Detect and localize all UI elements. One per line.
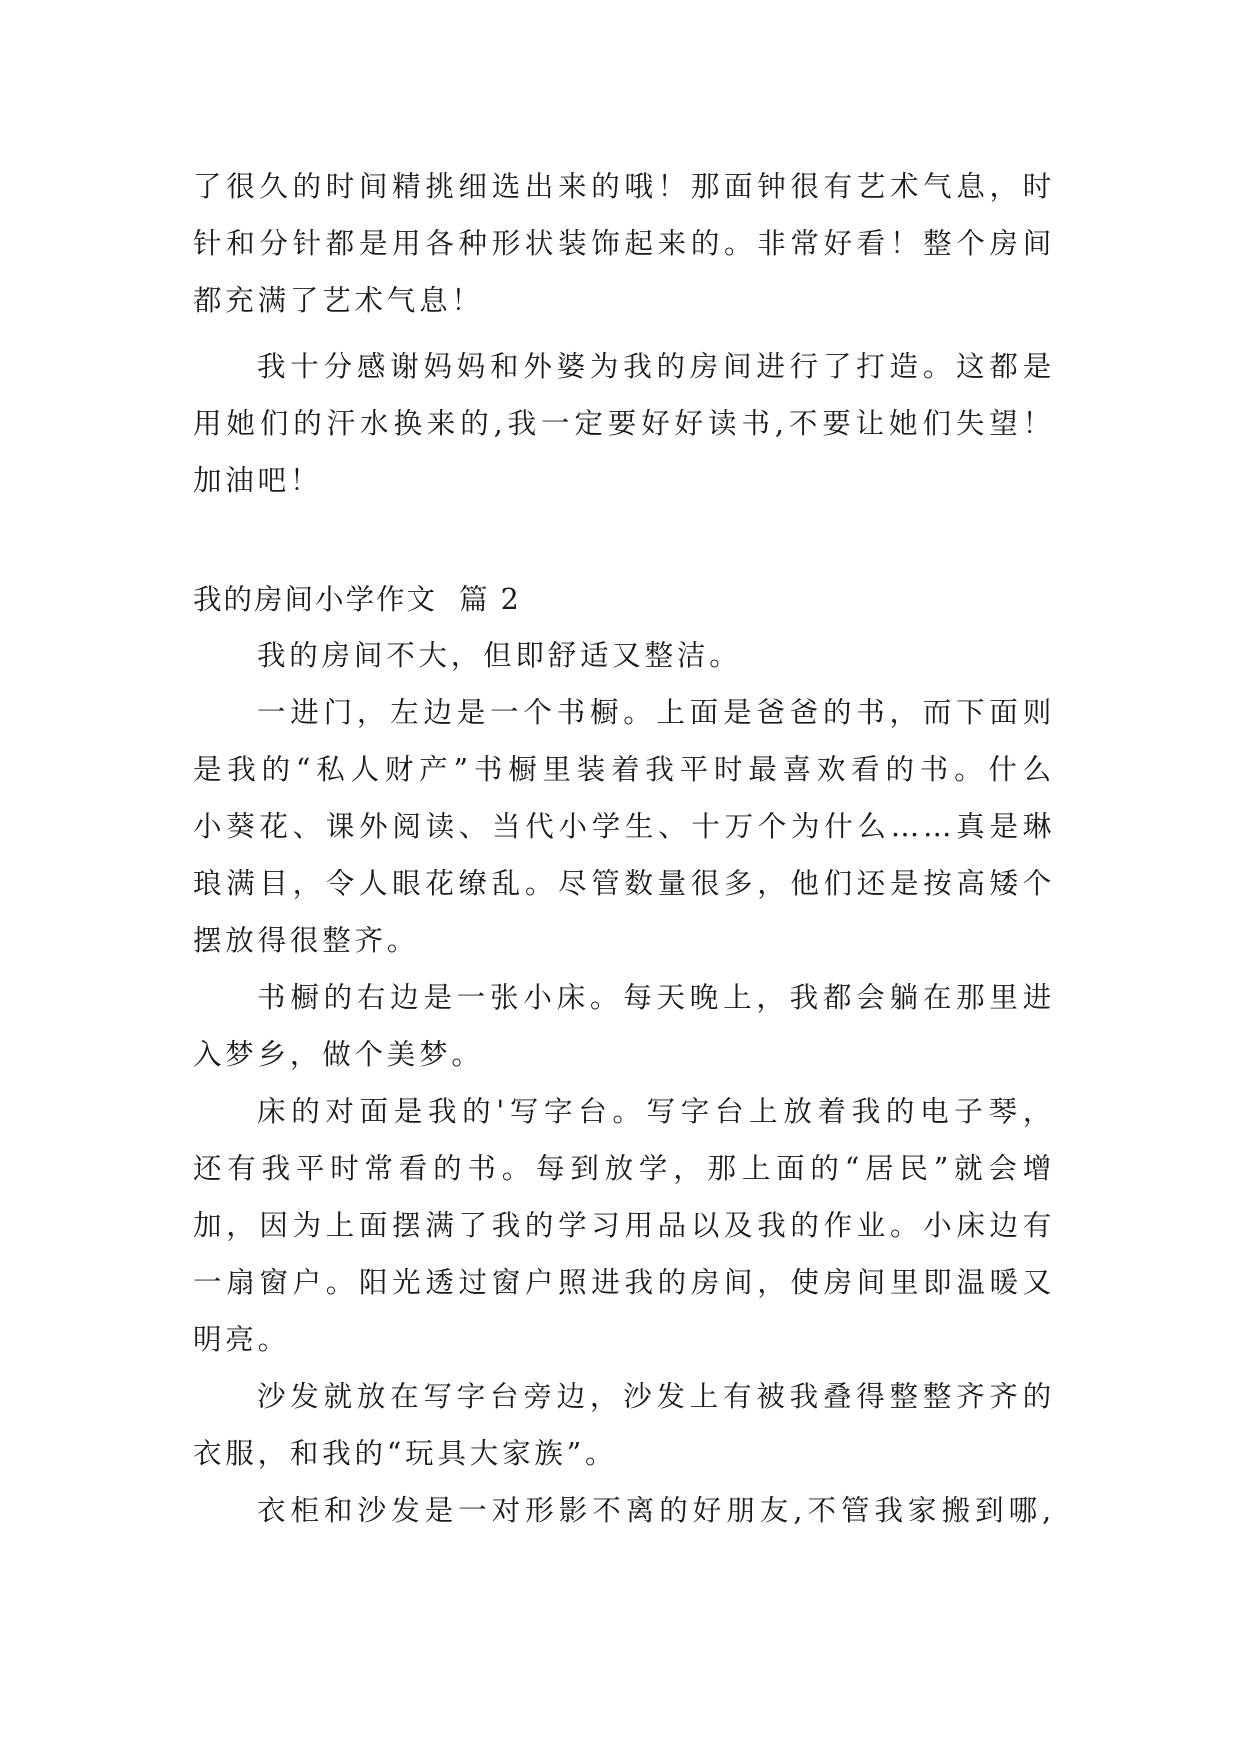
text-line: 加，因为上面摆满了我的学习用品以及我的作业。小床边有 bbox=[193, 1209, 1055, 1242]
text-line: 琅满目，令人眼花缭乱。尽管数量很多，他们还是按高矮个 bbox=[193, 867, 1055, 900]
text-line: 针和分针都是用各种形状装饰起来的。非常好看！整个房间 bbox=[193, 227, 1055, 260]
text-line: 床的对面是我的'写字台。写字台上放着我的电子琴， bbox=[257, 1095, 1055, 1128]
text-line: 衣柜和沙发是一对形影不离的好朋友,不管我家搬到哪, bbox=[257, 1494, 1055, 1527]
text-line: 加油吧！ bbox=[193, 464, 323, 497]
text-line: 都充满了艺术气息！ bbox=[193, 284, 484, 317]
text-line: 摆放得很整齐。 bbox=[193, 924, 420, 957]
essay-paragraph-6 bbox=[193, 1482, 1055, 1539]
text-line: 沙发就放在写字台旁边，沙发上有被我叠得整整齐齐的 bbox=[257, 1380, 1055, 1413]
text-line: 入梦乡，做个美梦。 bbox=[193, 1038, 484, 1071]
text-line: 了很久的时间精挑细选出来的哦！那面钟很有艺术气息，时 bbox=[193, 170, 1055, 203]
text-line: 我的房间不大，但即舒适又整洁。 bbox=[257, 639, 742, 672]
text-line: 明亮。 bbox=[193, 1323, 290, 1356]
essay-paragraph-2 bbox=[193, 684, 1055, 969]
text-line: 一进门，左边是一个书橱。上面是爸爸的书，而下面则 bbox=[257, 696, 1055, 729]
essay-paragraph-4 bbox=[193, 1083, 1055, 1368]
text-line: 书橱的右边是一张小床。每天晚上，我都会躺在那里进 bbox=[257, 981, 1055, 1014]
text-line: 是我的“私人财产”书橱里装着我平时最喜欢看的书。什么 bbox=[193, 753, 1055, 786]
essay-paragraph-1 bbox=[193, 627, 1055, 684]
text-line: 衣服，和我的“玩具大家族”。 bbox=[193, 1437, 618, 1470]
essay-paragraph-3 bbox=[193, 969, 1055, 1083]
text-line: 用她们的汗水换来的,我一定要好好读书,不要让她们失望！ bbox=[193, 407, 1055, 440]
text-line: 还有我平时常看的书。每到放学，那上面的“居民”就会增 bbox=[193, 1152, 1055, 1185]
text-line: 我十分感谢妈妈和外婆为我的房间进行了打造。这都是 bbox=[257, 350, 1055, 383]
section-heading: 我的房间小学作文 篇 2 bbox=[193, 583, 521, 616]
continuation-paragraph bbox=[193, 158, 1055, 329]
closing-paragraph bbox=[193, 338, 1055, 509]
text-line: 一扇窗户。阳光透过窗户照进我的房间，使房间里即温暖又 bbox=[193, 1266, 1055, 1299]
text-line: 小葵花、课外阅读、当代小学生、十万个为什么……真是琳 bbox=[193, 810, 1055, 843]
essay-paragraph-5 bbox=[193, 1368, 1055, 1482]
